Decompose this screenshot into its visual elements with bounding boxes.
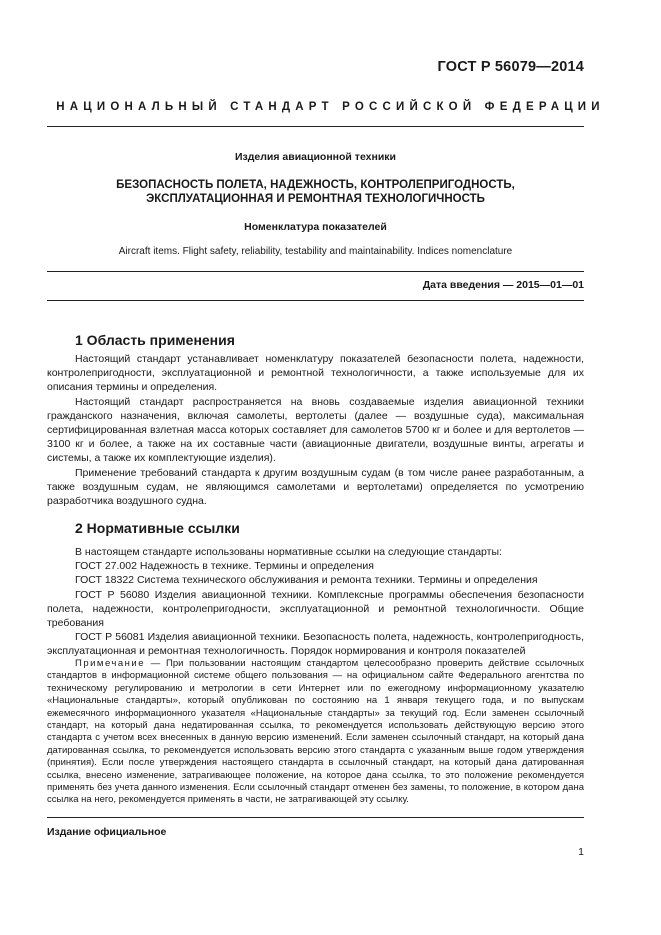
date-divider (47, 300, 584, 301)
official-edition-label: Издание официальное (47, 826, 167, 838)
national-standard-heading: НАЦИОНАЛЬНЫЙ СТАНДАРТ РОССИЙСКОЙ ФЕДЕРАЦИИ (56, 101, 605, 113)
document-subject: Изделия авиационной техники (234, 151, 396, 163)
document-title-line-2: ЭКСПЛУАТАЦИОННАЯ И РЕМОНТНАЯ ТЕХНОЛОГИЧНОСТЬ (146, 193, 485, 205)
document-title-line-1: БЕЗОПАСНОСТЬ ПОЛЕТА, НАДЕЖНОСТЬ, КОНТРОЛЕПРИГОДНОСТЬ, (116, 179, 515, 191)
section-1-paragraph: Применение требований стандарта к другим воздушным судам (в том числе ранее разработанным, а также воздушным судам, не являющимся самолетами и вертолетами) определяется по усмотрению разработчика воздушного судна. (47, 466, 584, 508)
reference-item: ГОСТ Р 56080 Изделия авиационной техники. Комплексные программы обеспечения безопасности полета, надежности, контролепригодности, эксплуатационной и ремонтной технологичности. Общие требования (47, 588, 584, 630)
note-label: Примечание (75, 658, 145, 669)
note-text: — При пользовании настоящим стандартом целесообразно проверить действие ссылочных стандартов в информационной системе общего пользования — на официальном сайте Федерального агентства по техническому регулированию и метрологии в сети Интернет или по ежегодному информационному указателю «Национальные стандарты», который опубликован по состоянию на 1 января текущего года, и по выпускам ежемесячного информационного указателя «Национальные стандарты» за текущий год. Если заменен ссылочный стандарт, на который дана недатированная ссылка, то рекомендуется использовать действующую версию этого стандарта с учетом всех внесенных в данную версию изменений. Если заменен ссылочный стандарт, на который дана датированная ссылка, то рекомендуется использовать версию этого стандарта с указанным выше годом утверждения (принятия). Если после утверждения настоящего стандарта в ссылочный стандарт, на который дана датированная ссылка, внесено изменение, затрагивающее положение, на которое дана ссылка, то это положение рекомендуется применять без учета данного изменения. Если ссылочный стандарт отменен без замены, то положение, в котором дана ссылка на него, рекомендуется применять в части, не затрагивающей эту ссылку. (47, 658, 584, 806)
title-divider (47, 271, 584, 272)
section-1-paragraph: Настоящий стандарт распространяется на вновь создаваемые изделия авиационной техники гражданского назначения, включая самолеты, вертолеты (далее — воздушные суда), максимальная сертифицированная взлетная масса которых составляет для самолетов 5700 кг и более и для вертолетов — 3100 кг и более, а также на их составные части (авиационные двигатели, воздушные винты, агрегаты и системы, а также их комплектующие изделия). (47, 395, 584, 465)
reference-item: ГОСТ 27.002 Надежность в технике. Термины и определения (75, 560, 374, 573)
english-title: Aircraft items. Flight safety, reliability, testability and maintainability. Indices nomenclature (118, 246, 513, 257)
section-1-body (47, 352, 584, 508)
reference-item: ГОСТ 18322 Система технического обслуживания и ремонта техники. Термины и определения (75, 574, 538, 587)
document-code: ГОСТ Р 56079—2014 (437, 59, 584, 75)
section-1-paragraph: Настоящий стандарт устанавливает номенклатуру показателей безопасности полета, надежности, контролепригодности, эксплуатационной и ремонтной технологичности, а также используемые для их описания термины и определения. (47, 353, 584, 394)
section-1-heading: 1 Область применения (75, 332, 235, 348)
section-2-paragraph: В настоящем стандарте использованы нормативные ссылки на следующие стандарты: (75, 546, 502, 558)
introduction-date: Дата введения — 2015—01—01 (422, 279, 584, 291)
footer-divider (47, 817, 584, 818)
section-2-body (47, 545, 584, 659)
page-number: 1 (578, 846, 584, 858)
section-2-heading: 2 Нормативные ссылки (75, 520, 240, 536)
reference-item: ГОСТ Р 56081 Изделия авиационной техники. Безопасность полета, надежность, контролепригодность, эксплуатационная и ремонтная технологичность. Порядок нормирования и контроля показателей (47, 631, 584, 658)
header-divider (47, 126, 584, 127)
document-title (47, 178, 584, 206)
section-2-note (47, 658, 584, 807)
document-subtitle: Номенклатура показателей (244, 221, 387, 233)
